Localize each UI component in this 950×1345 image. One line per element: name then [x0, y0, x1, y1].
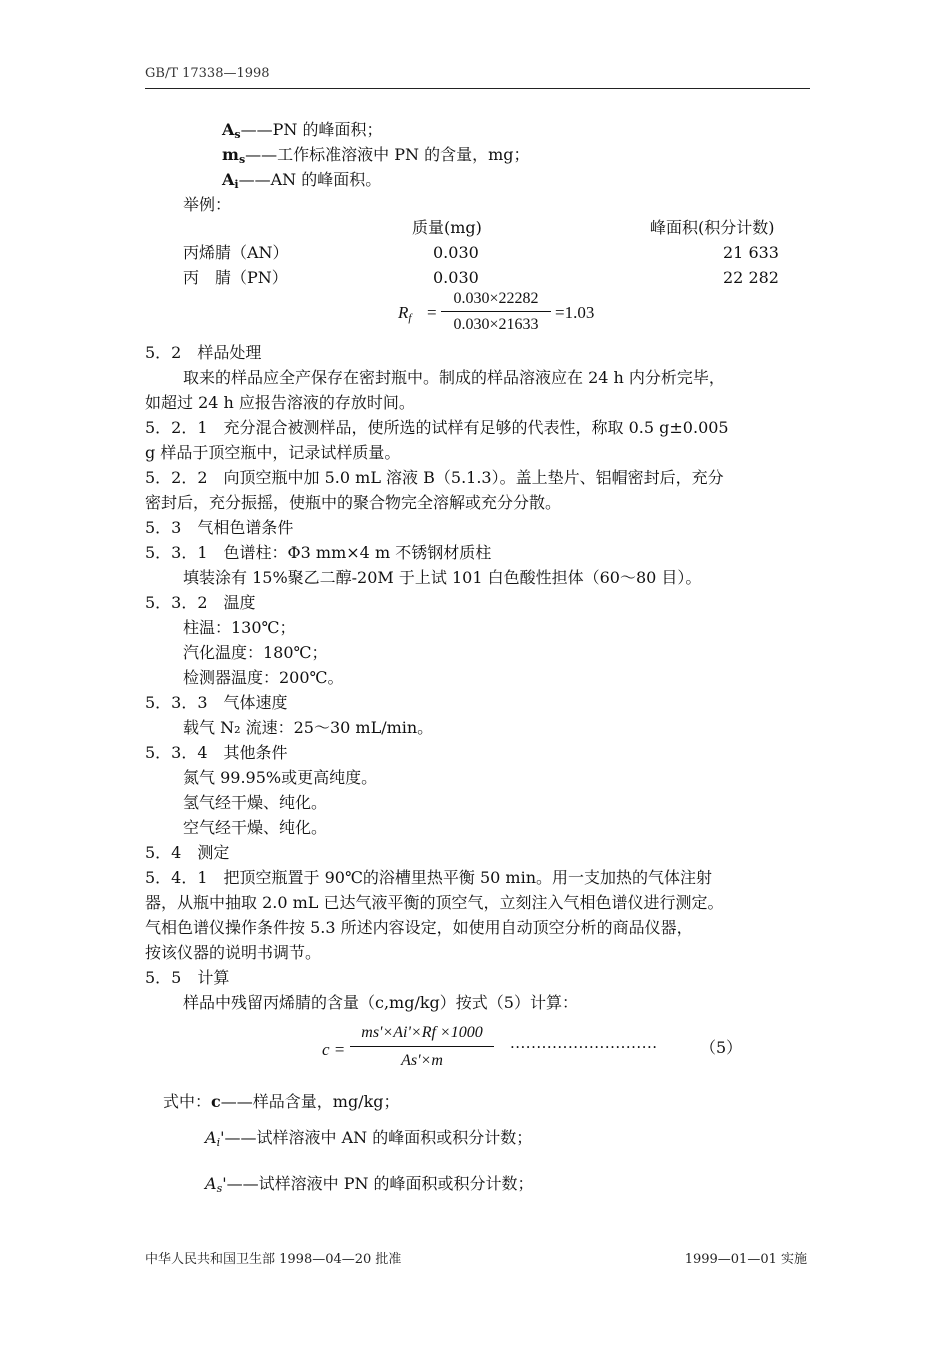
- clause-5-2-2-line2: 密封后，充分振摇，使瓶中的聚合物完全溶解或充分分散。: [145, 493, 562, 512]
- rf-result: =1.03: [555, 303, 595, 322]
- col-area-header: 峰面积(积分计数): [650, 218, 775, 237]
- rf-denominator: 0.030×21633: [453, 316, 539, 333]
- example-label: 举例：: [183, 195, 232, 214]
- def-ai: $A_i——AN$ 的峰面积。: [222, 170, 382, 191]
- c-fraction-bar: [350, 1046, 494, 1047]
- clause-5-2-1-line1: 5．2．1 充分混合被测样品，使所选的试样有足够的代表性，称取 0.5 g±0.005: [145, 418, 729, 437]
- approval-note: 中华人民共和国卫生部 1998—04—20 批准: [145, 1252, 402, 1267]
- nitrogen-purity: 氮气 99.95%或更高纯度。: [183, 768, 378, 787]
- vaporization-temp: 汽化温度：180℃；: [183, 643, 328, 662]
- heading-5-5: 5．5 计算: [145, 968, 230, 987]
- c-denominator: As'×m: [401, 1052, 443, 1069]
- clause-5-4-1-line4: 按该仪器的说明书调节。: [145, 943, 322, 962]
- clause-5-3-1: 5．3．1 色谱柱：Φ3 mm×4 m 不锈钢材质柱: [145, 543, 492, 562]
- carrier-gas-flow: 载气 N₂ 流速：25～30 mL/min。: [183, 718, 434, 737]
- air-treatment: 空气经干燥、纯化。: [183, 818, 328, 837]
- header-rule: [145, 88, 810, 89]
- clause-5-3-2: 5．3．2 温度: [145, 593, 256, 612]
- row-pn-name: 丙 腈（PN）: [183, 268, 288, 287]
- hydrogen-treatment: 氢气经干燥、纯化。: [183, 793, 328, 812]
- rf-equals: =: [427, 303, 437, 322]
- clause-5-4-1-line3: 气相色谱仪操作条件按 5.3 所述内容设定，如使用自动顶空分析的商品仪器，: [145, 918, 693, 937]
- def-c: 式中：c——样品含量，mg/kg；: [163, 1092, 400, 1111]
- rf-lhs: $R_f$: [398, 303, 412, 324]
- clause-5-4-1-line2: 器，从瓶中抽取 2.0 mL 已达气液平衡的顶空气，立刻注入气相色谱仪进行测定。: [145, 893, 724, 912]
- para-5-2-line2: 如超过 24 h 应报告溶液的存放时间。: [145, 393, 415, 412]
- implementation-date: 1999—01—01 实施: [684, 1252, 807, 1267]
- heading-5-3: 5．3 气相色谱条件: [145, 518, 294, 537]
- row-pn-mass: 0.030: [433, 268, 479, 287]
- para-5-5: 样品中残留丙烯腈的含量（c,mg/kg）按式（5）计算：: [183, 993, 578, 1012]
- row-pn-area: 22 282: [723, 268, 779, 287]
- leader-dots: ····························: [510, 1038, 658, 1056]
- row-an-mass: 0.030: [433, 243, 479, 262]
- clause-5-3-4: 5．3．4 其他条件: [145, 743, 288, 762]
- def-ai-prime: $A_i'——$试样溶液中 AN 的峰面积或积分计数；: [205, 1128, 533, 1149]
- heading-5-2: 5．2 样品处理: [145, 343, 262, 362]
- def-as-prime: $A_s'——$试样溶液中 PN 的峰面积或积分计数；: [205, 1174, 534, 1195]
- para-5-2-line1: 取来的样品应全产保存在密封瓶中。制成的样品溶液应在 24 h 内分析完毕，: [183, 368, 725, 387]
- clause-5-3-3: 5．3．3 气体速度: [145, 693, 288, 712]
- detector-temp: 检测器温度：200℃。: [183, 668, 344, 687]
- row-an-area: 21 633: [723, 243, 779, 262]
- def-as: $A_s——PN$ 的峰面积；: [222, 120, 383, 141]
- para-5-3-1: 填装涂有 15%聚乙二醇-20M 于上试 101 白色酸性担体（60～80 目）。: [183, 568, 702, 587]
- clause-5-4-1-line1: 5．4．1 把顶空瓶置于 90℃的浴槽里热平衡 50 min。用一支加热的气体注射: [145, 868, 713, 887]
- column-temp: 柱温：130℃；: [183, 618, 296, 637]
- rf-numerator: 0.030×22282: [453, 290, 539, 307]
- def-ms: $m_s——$工作标准溶液中 PN 的含量，mg；: [222, 145, 530, 166]
- row-an-name: 丙烯腈（AN）: [183, 243, 289, 262]
- col-mass-header: 质量(mg): [412, 218, 482, 237]
- heading-5-4: 5．4 测定: [145, 843, 230, 862]
- c-numerator: ms'×Ai'×Rf ×1000: [361, 1024, 483, 1041]
- equation-number: （5）: [700, 1038, 743, 1057]
- clause-5-2-2-line1: 5．2．2 向顶空瓶中加 5.0 mL 溶液 B（5.1.3）。盖上垫片、铝帽密封后，充分: [145, 468, 724, 487]
- clause-5-2-1-line2: g 样品于顶空瓶中，记录试样质量。: [145, 443, 401, 462]
- rf-fraction-bar: [441, 311, 551, 312]
- c-lhs: c =: [322, 1040, 346, 1059]
- standard-code: GB/T 17338—1998: [145, 66, 270, 81]
